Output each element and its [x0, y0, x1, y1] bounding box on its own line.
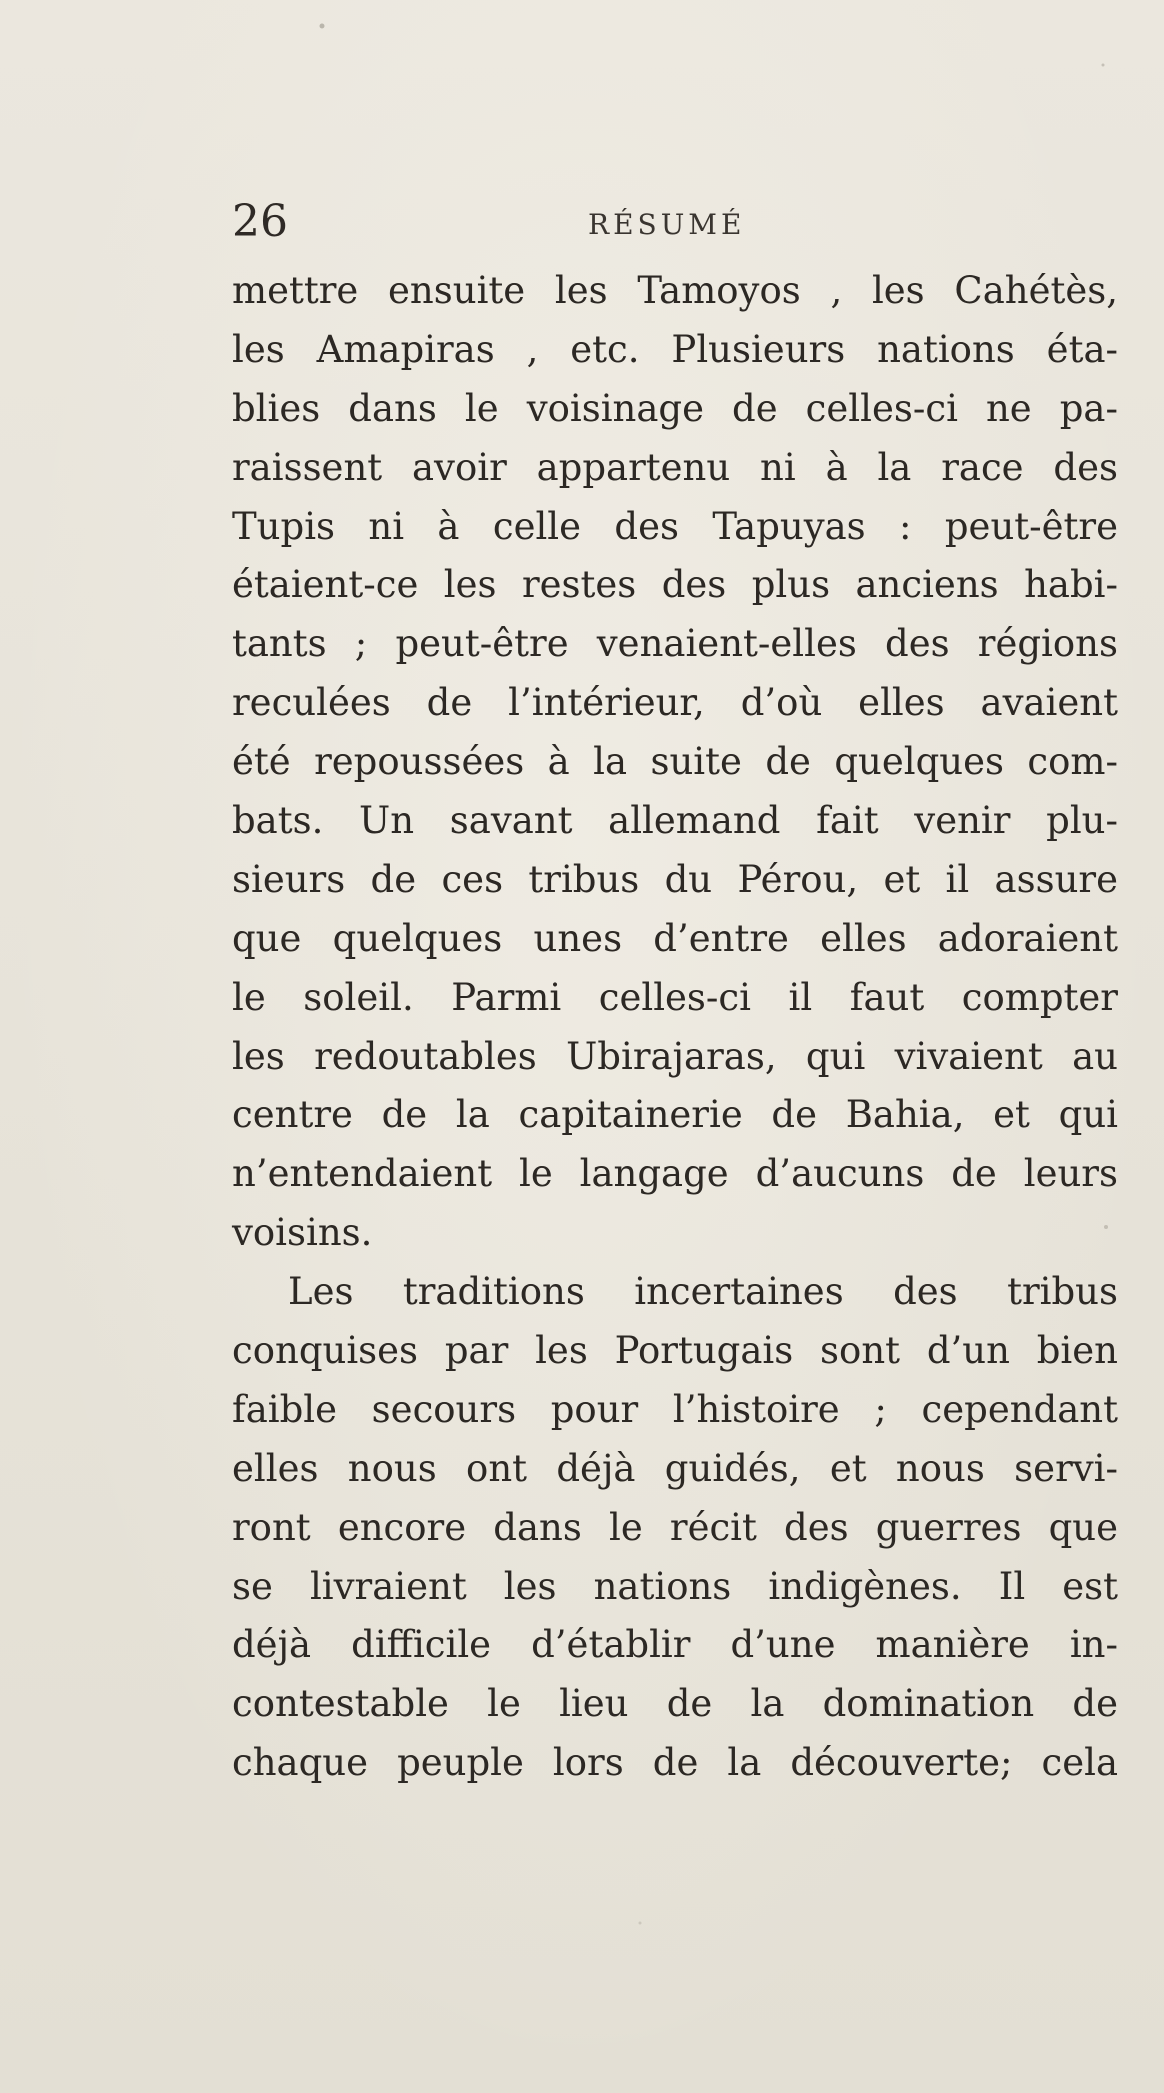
text-line: n’entendaient le langage d’aucuns de leurs — [232, 1152, 1118, 1196]
text-line: les Amapiras , etc. Plusieurs nations éta- — [232, 327, 1118, 371]
text-line: voisins. — [232, 1211, 373, 1255]
text-line: faible secours pour l’histoire ; cependant — [232, 1387, 1118, 1431]
body-text — [232, 262, 1118, 1793]
text-line: chaque peuple lors de la découverte; cela — [232, 1741, 1118, 1785]
running-title: RÉSUMÉ — [588, 208, 746, 241]
text-line: raissent avoir appartenu ni à la race des — [232, 445, 1118, 489]
text-line: tants ; peut-être venaient-elles des régions — [232, 622, 1118, 666]
page-number: 26 — [232, 196, 288, 247]
text-line: bats. Un savant allemand fait venir plu- — [232, 799, 1118, 843]
text-line: elles nous ont déjà guidés, et nous servi- — [232, 1446, 1118, 1490]
text-line: centre de la capitainerie de Bahia, et qui — [232, 1093, 1118, 1137]
text-line: mettre ensuite les Tamoyos , les Cahétès, — [232, 269, 1118, 312]
text-line: reculées de l’intérieur, d’où elles avaient — [232, 681, 1118, 725]
text-line: étaient-ce les restes des plus anciens habi- — [232, 563, 1118, 607]
text-line: Les traditions incertaines des tribus — [288, 1270, 1118, 1314]
text-line: le soleil. Parmi celles-ci il faut compter — [232, 975, 1118, 1019]
text-line: se livraient les nations indigènes. Il est — [232, 1564, 1118, 1608]
text-line: que quelques unes d’entre elles adoraient — [232, 916, 1118, 960]
text-line: contestable le lieu de la domination de — [232, 1682, 1118, 1726]
text-line: sieurs de ces tribus du Pérou, et il assure — [232, 857, 1118, 901]
text-line: Tupis ni à celle des Tapuyas : peut-être — [232, 504, 1118, 548]
text-line: blies dans le voisinage de celles-ci ne pa- — [232, 386, 1118, 430]
page-header — [232, 194, 1118, 250]
text-line: les redoutables Ubirajaras, qui vivaient au — [232, 1034, 1118, 1078]
text-line: déjà difficile d’établir d’une manière in- — [232, 1623, 1118, 1667]
text-line: ront encore dans le récit des guerres que — [232, 1505, 1118, 1549]
text-line: conquises par les Portugais sont d’un bien — [232, 1329, 1118, 1373]
text-line: été repoussées à la suite de quelques com- — [232, 740, 1118, 784]
